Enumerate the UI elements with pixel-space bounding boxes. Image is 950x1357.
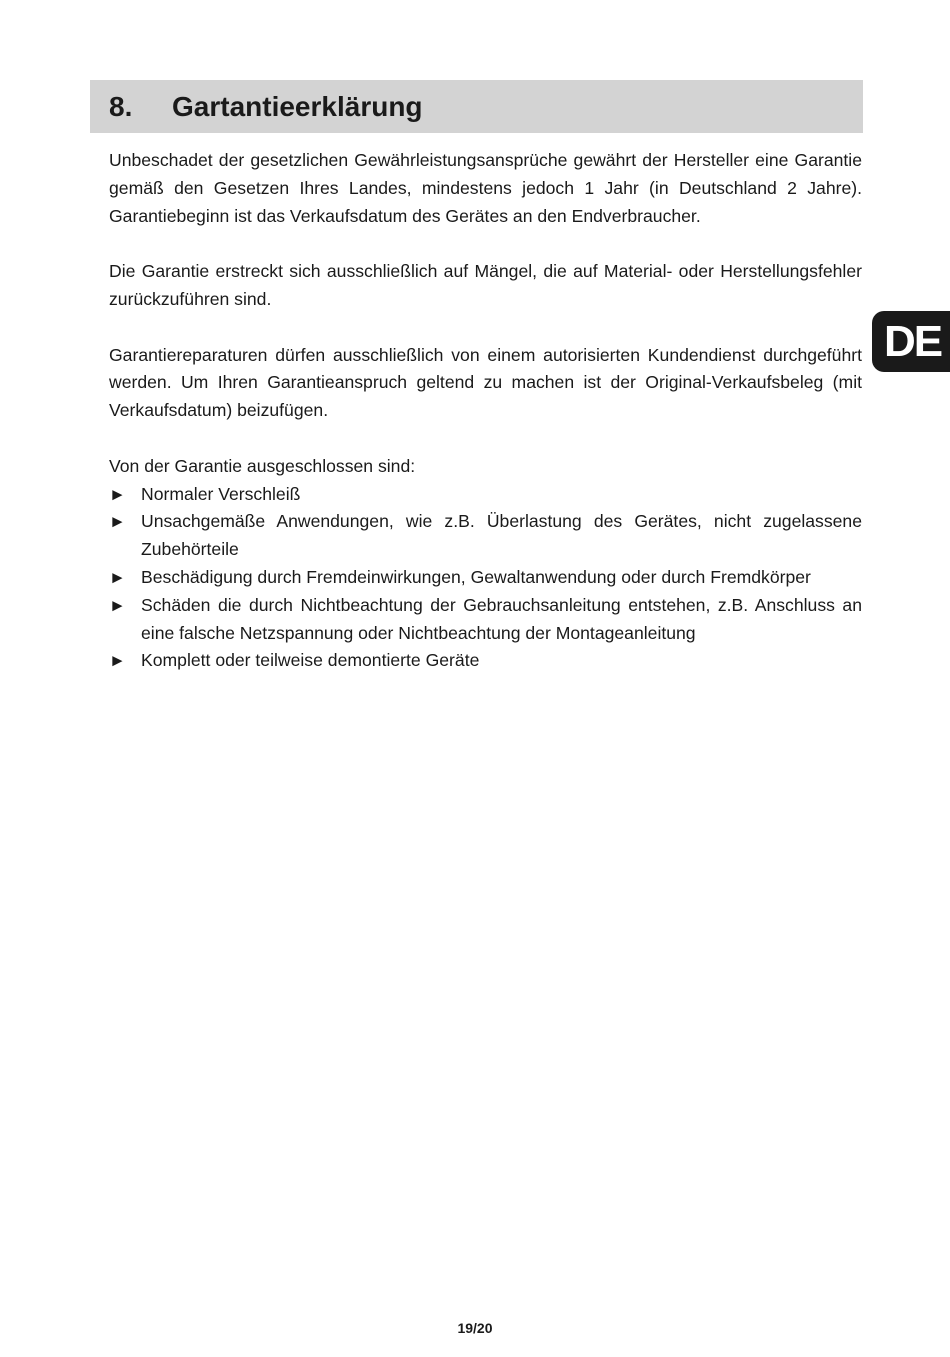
arrow-bullet-icon: ► xyxy=(109,651,126,671)
list-item xyxy=(109,481,862,509)
section-header xyxy=(90,80,863,133)
section-title: Gartantieerklärung xyxy=(172,90,423,122)
list-item-text: Unsachgemäße Anwendungen, wie z.B. Überlastung des Gerätes, nicht zugelassene Zubehörteile xyxy=(141,511,862,560)
arrow-bullet-icon: ► xyxy=(109,595,126,615)
list-item-text: Normaler Verschleiß xyxy=(141,483,301,504)
arrow-bullet-icon: ► xyxy=(109,512,126,532)
paragraph-warranty-period: Unbeschadet der gesetzlichen Gewährleistungsansprüche gewährt der Hersteller eine Garantie gemäß den Gesetzen Ihres Landes, mindestens jedoch 1 Jahr (in Deutschland 2 Jahre). Garantiebeginn ist das Verkaufsdatum des Gerätes an den Endverbraucher. xyxy=(109,150,862,226)
list-item xyxy=(109,647,862,675)
list-item-text: Schäden die durch Nichtbeachtung der Gebrauchsanleitung entstehen, z.B. Anschluss an eine falsche Netzspannung oder Nichtbeachtung der Montageanleitung xyxy=(141,594,862,643)
arrow-bullet-icon: ► xyxy=(109,567,126,587)
paragraph-warranty-scope: Die Garantie erstreckt sich ausschließlich auf Mängel, die auf Material- oder Herstellungsfehler zurückzuführen sind. xyxy=(109,261,862,309)
paragraph-warranty-repairs: Garantiereparaturen dürfen ausschließlich von einem autorisierten Kundendienst durchgeführt werden. Um Ihren Garantieanspruch geltend zu machen ist der Original-Verkaufsbeleg (mit Verkaufsdatum) beizufügen. xyxy=(109,344,862,421)
exclusions-list xyxy=(109,481,862,676)
list-item xyxy=(109,508,862,564)
list-item xyxy=(109,564,862,592)
language-tab: DE xyxy=(872,311,950,372)
page-number: 19/20 xyxy=(457,1320,493,1336)
list-item xyxy=(109,592,862,648)
list-item-text: Komplett oder teilweise demontierte Geräte xyxy=(141,650,480,671)
document-body xyxy=(109,147,862,675)
section-number: 8. xyxy=(109,90,133,122)
list-item-text: Beschädigung durch Fremdeinwirkungen, Gewaltanwendung oder durch Fremdkörper xyxy=(141,566,811,587)
exclusions-intro: Von der Garantie ausgeschlossen sind: xyxy=(109,455,416,476)
arrow-bullet-icon: ► xyxy=(109,484,126,504)
